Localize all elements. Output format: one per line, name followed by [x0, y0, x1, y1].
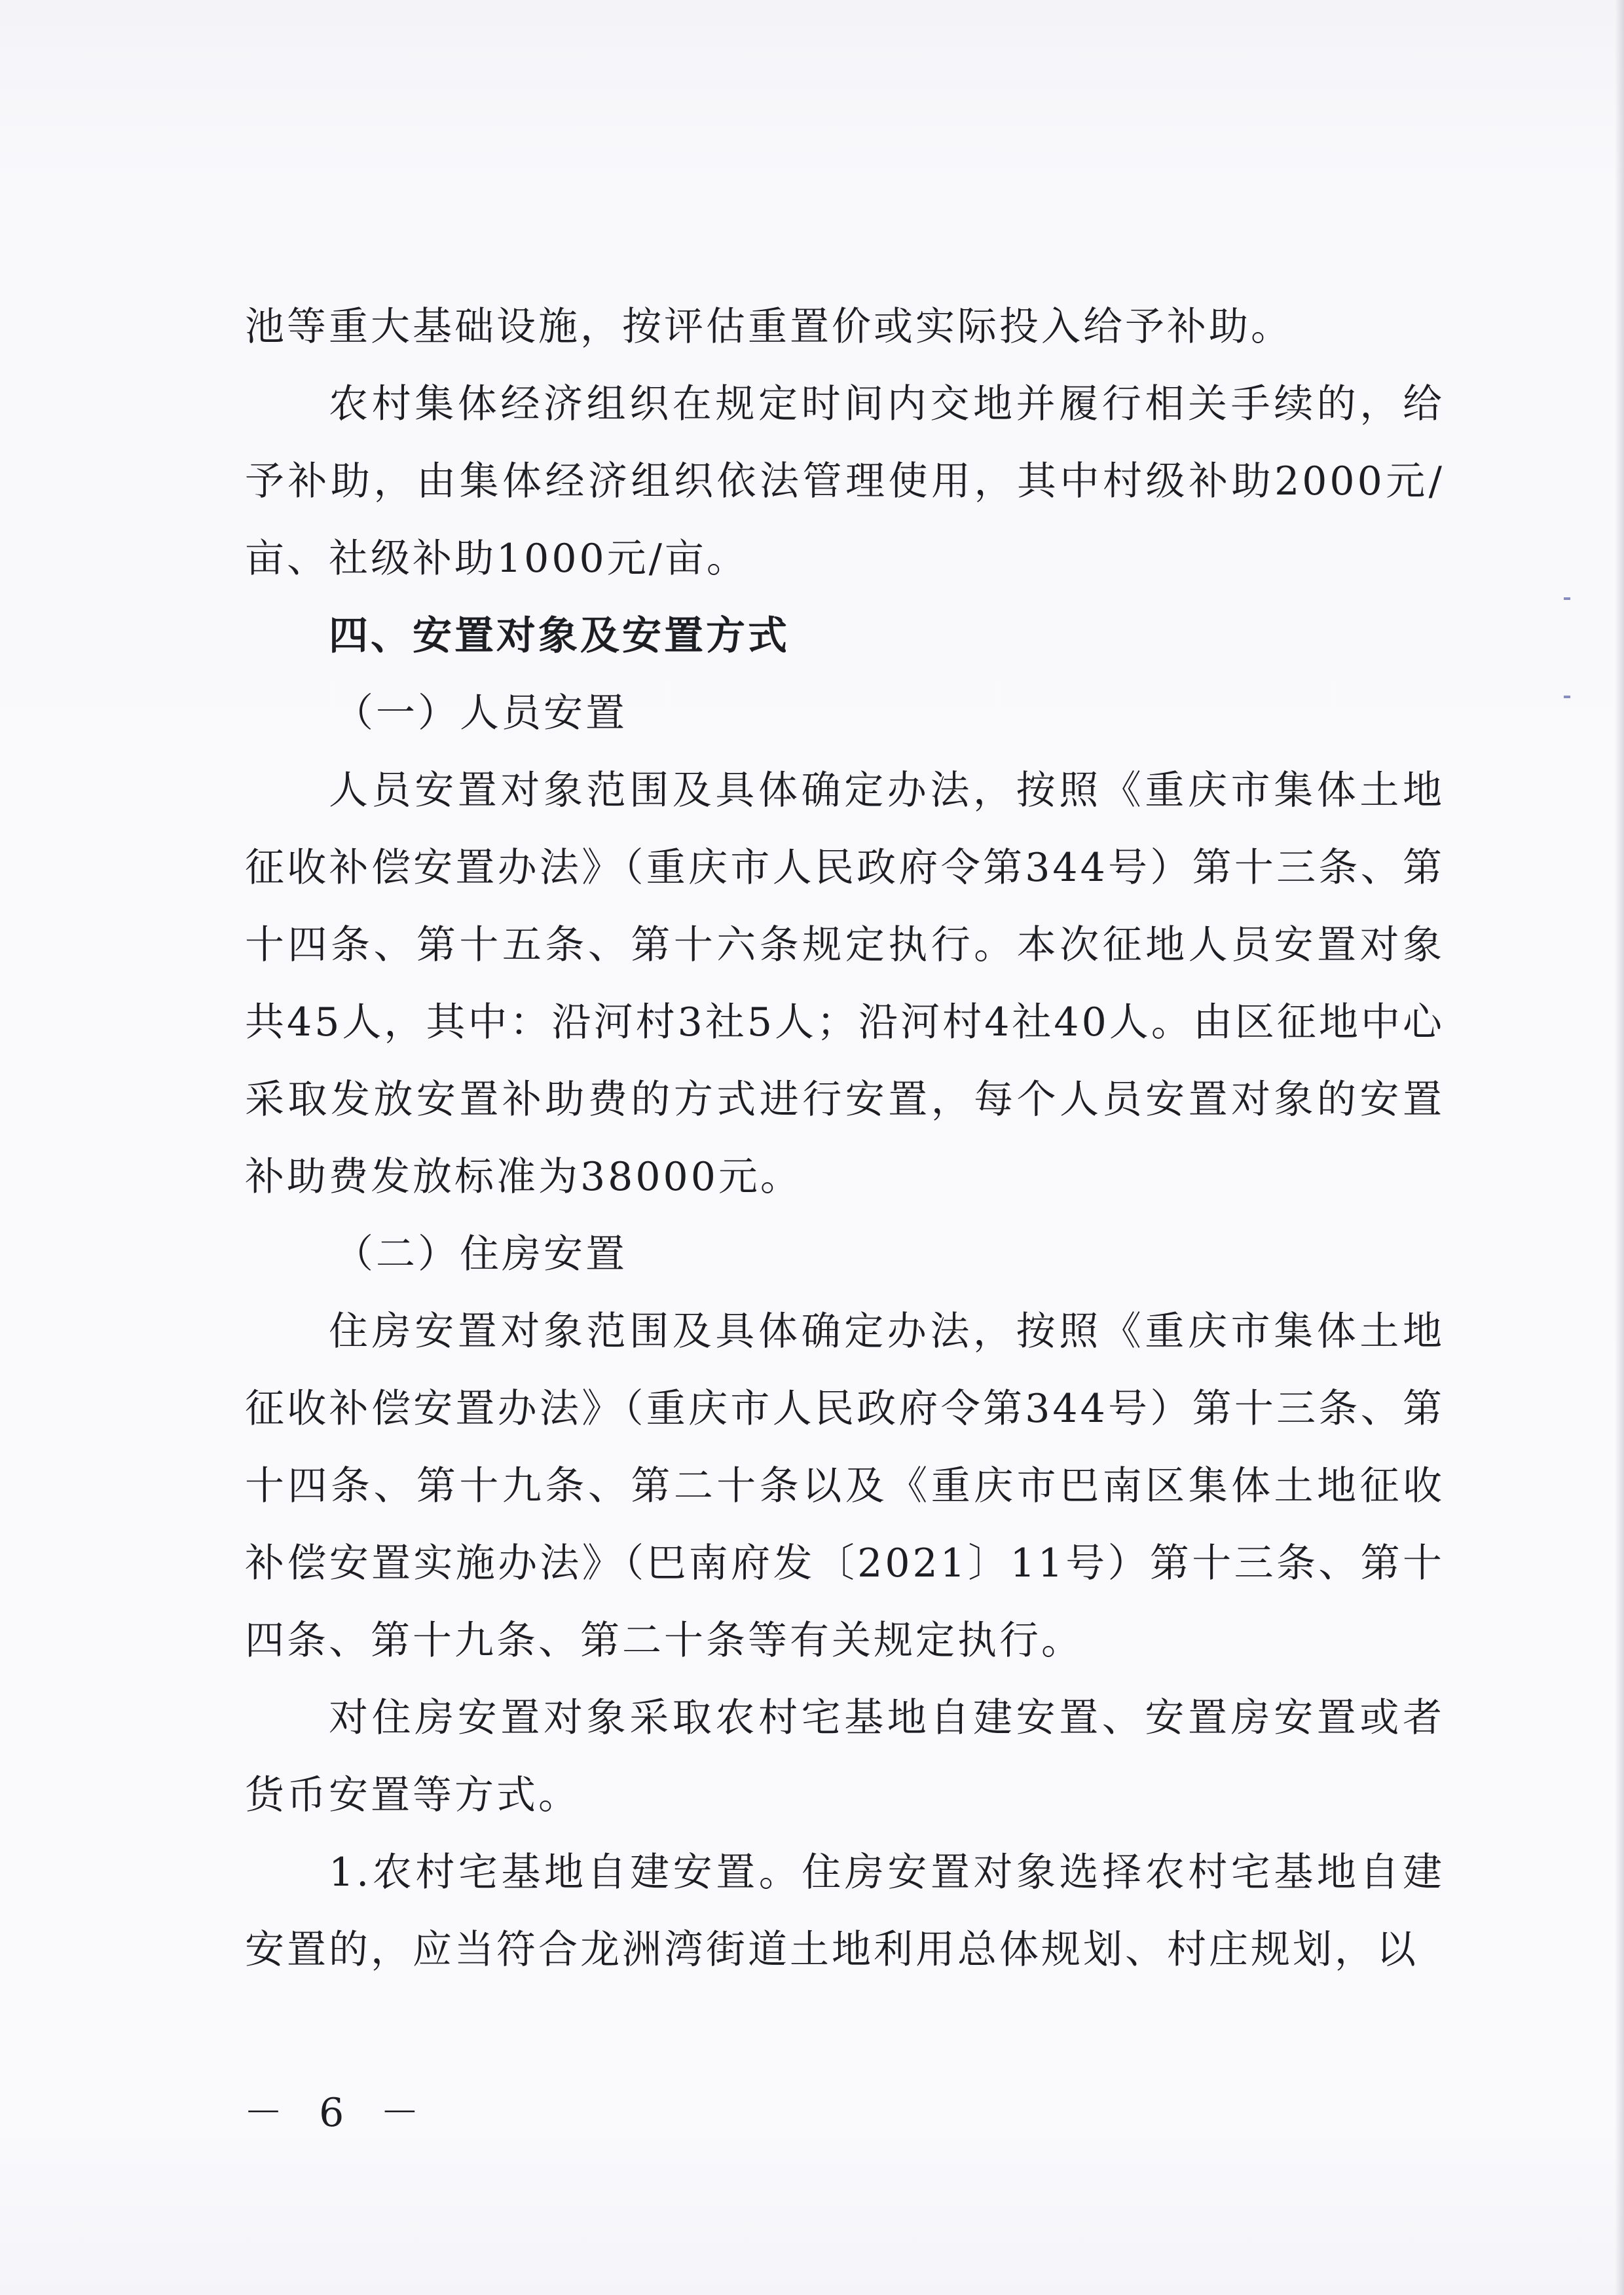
section-heading-resettlement: 四、安置对象及安置方式 [329, 613, 790, 659]
subheading-personnel-resettlement: （一）人员安置 [334, 690, 627, 736]
paragraph-continuation: 池等重大基础设施，按评估重置价或实际投入给予补助。 [245, 304, 1293, 350]
margin-mark [1564, 696, 1570, 698]
page-number: － 6 － [244, 2090, 432, 2136]
paragraph-homestead-self-build: 1.农村宅基地自建安置。住房安置对象选择农村宅基地自建安置的，应当符合龙洲湾街道土地利用总体规划、村庄规划，以 [245, 1850, 1445, 1973]
paragraph-housing-resettlement: 住房安置对象范围及具体确定办法，按照《重庆市集体土地征收补偿安置办法》（重庆市人民政府令第344号）第十三条、第十四条、第十九条、第二十条以及《重庆市巴南区集体土地征收补偿安置实施办法》（巴南府发〔2021〕11号）第十三条、第十四条、第十九条、第二十条等有关规定执行。 [245, 1309, 1445, 1664]
subheading-housing-resettlement: （二）住房安置 [334, 1231, 627, 1277]
document-body [245, 288, 1445, 1988]
paragraph-housing-methods: 对住房安置对象采取农村宅基地自建安置、安置房安置或者货币安置等方式。 [245, 1695, 1445, 1818]
paragraph-personnel-resettlement: 人员安置对象范围及具体确定办法，按照《重庆市集体土地征收补偿安置办法》（重庆市人民政府令第344号）第十三条、第十四条、第十五条、第十六条规定执行。本次征地人员安置对象共45人，其中：沿河村3社5人；沿河村4社40人。由区征地中心采取发放安置补助费的方式进行安置，每个人员安置对象的安置补助费发放标准为38000元。 [245, 768, 1445, 1200]
margin-mark [1564, 597, 1570, 600]
paragraph-collective-subsidy: 农村集体经济组织在规定时间内交地并履行相关手续的，给予补助，由集体经济组织依法管理使用，其中村级补助2000元/亩、社级补助1000元/亩。 [245, 381, 1445, 582]
scan-edge-shadow [1615, 0, 1624, 2295]
